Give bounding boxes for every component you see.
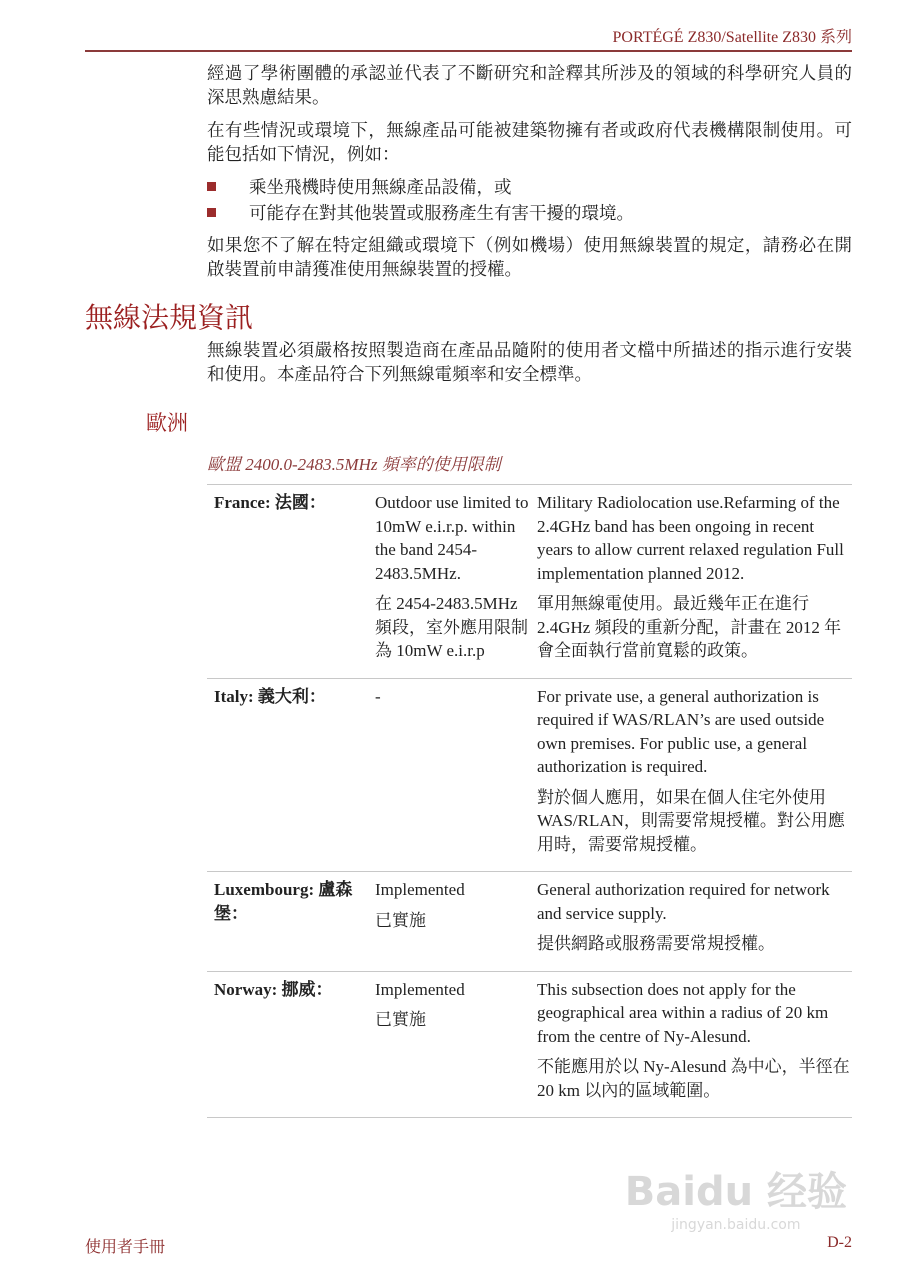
- watermark: [625, 1160, 847, 1233]
- table-row: [207, 678, 852, 872]
- notes-text: 對於個人應用，如果在個人住宅外使用 WAS/RLAN，則需要常規授權。對公用應用時，需要常規授權。: [537, 787, 845, 854]
- status-text: Implemented: [375, 979, 465, 999]
- notes-cell: [530, 971, 852, 1118]
- paragraph: 如果您不了解在特定組織或環境下（例如機場）使用無線裝置的規定，請務必在開啟裝置前申請獲准使用無線裝置的授權。: [207, 235, 852, 279]
- notes-text: 提供網路或服務需要常規授權。: [537, 934, 775, 953]
- bullet-square-icon: [207, 208, 216, 217]
- status-text: 在 2454-2483.5MHz 頻段，室外應用限制為 10mW e.i.r.p: [375, 594, 528, 660]
- paragraph: 無線裝置必須嚴格按照製造商在產品品隨附的使用者文檔中所描述的指示進行安裝和使用。本產品符合下列無線電頻率和安全標準。: [207, 340, 852, 384]
- regulation-table: [207, 484, 852, 1118]
- table-row: [207, 485, 852, 679]
- table-caption: 歐盟 2400.0-2483.5MHz 頻率的使用限制: [207, 455, 501, 474]
- notes-text: For private use, a general authorization is required if WAS/RLAN’s are used outside own premises. For public use, a general authorization is required.: [537, 686, 825, 776]
- bullet-list: [207, 175, 852, 225]
- notes-cell: [530, 485, 852, 679]
- status-cell: [368, 678, 530, 872]
- status-cell: [368, 485, 530, 679]
- header-rule: [85, 50, 852, 52]
- status-text: 已實施: [375, 910, 426, 930]
- footer-left: 使用者手冊: [85, 1239, 166, 1256]
- paragraph: 經過了學術團體的承認並代表了不斷研究和詮釋其所涉及的領域的科學研究人員的深思熟慮結果。: [207, 63, 852, 107]
- notes-text: 軍用無線電使用。最近幾年正在進行 2.4GHz 頻段的重新分配，計畫在 2012 年會全面執行當前寬鬆的政策。: [537, 594, 842, 660]
- status-text: -: [375, 686, 381, 706]
- watermark-brand: Baidu 经验: [624, 1169, 847, 1215]
- status-text: Implemented: [375, 880, 465, 899]
- country-cell: Norway: 挪威：: [207, 971, 368, 1118]
- list-item-text: 可能存在對其他裝置或服務產生有害干擾的環境。: [249, 203, 634, 223]
- list-item: [207, 175, 852, 199]
- country-cell: Italy: 義大利：: [207, 678, 368, 872]
- subsection-heading: 歐洲: [146, 411, 188, 435]
- notes-text: 不能應用於以 Ny-Alesund 為中心，半徑在 20 km 以內的區域範圍。: [537, 1057, 850, 1100]
- notes-cell: [530, 678, 852, 872]
- notes-cell: [530, 872, 852, 972]
- running-header: PORTÉGÉ Z830/Satellite Z830 系列: [612, 29, 852, 46]
- status-text: Outdoor use limited to 10mW e.i.r.p. within the band 2454-2483.5MHz.: [375, 493, 529, 583]
- watermark-url: jingyan.baidu.com: [671, 1217, 801, 1233]
- notes-text: This subsection does not apply for the geographical area within a radius of 20 km from the centre of Ny-Alesund.: [537, 979, 829, 1046]
- status-text: 已實施: [375, 1010, 426, 1029]
- country-cell: France: 法國：: [207, 485, 368, 679]
- section-intro: [207, 338, 852, 395]
- status-cell: [368, 872, 530, 972]
- table-row: [207, 872, 852, 972]
- list-item-text: 乘坐飛機時使用無線產品設備，或: [249, 177, 512, 197]
- page-number: D-2: [827, 1234, 852, 1251]
- bullet-square-icon: [207, 182, 216, 191]
- intro-block: [207, 61, 852, 290]
- list-item: [207, 201, 852, 225]
- status-cell: [368, 971, 530, 1118]
- notes-text: Military Radiolocation use.Refarming of the 2.4GHz band has been ongoing in recent years to allow current relaxed regulation Full implementation planned 2012.: [537, 493, 844, 583]
- country-cell: Luxembourg: 盧森堡：: [207, 872, 368, 972]
- paragraph: 在有些情況或環境下，無線產品可能被建築物擁有者或政府代表機構限制使用。可能包括如下情況，例如：: [207, 120, 852, 164]
- notes-text: General authorization required for network and service supply.: [537, 880, 830, 923]
- section-heading: 無線法規資訊: [85, 303, 254, 334]
- table-row: [207, 971, 852, 1118]
